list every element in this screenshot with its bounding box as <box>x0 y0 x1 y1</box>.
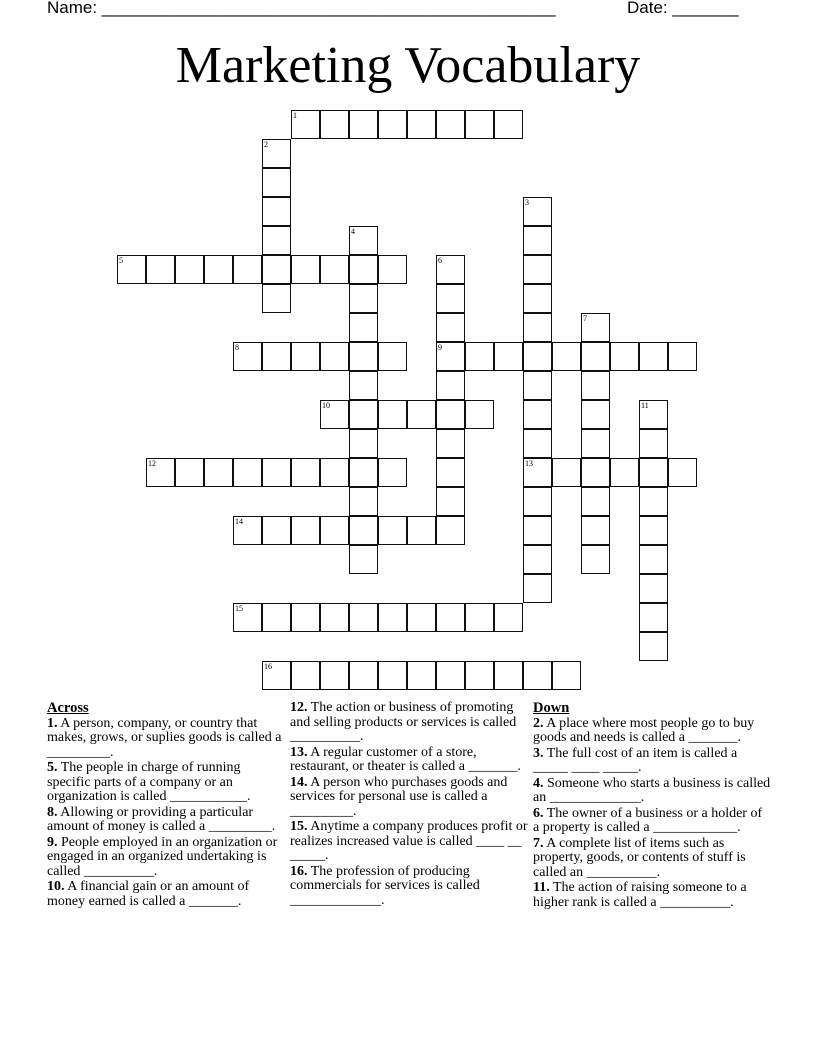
name-field-label: Name: ________________________________________________ <box>47 0 556 17</box>
clue-text: Anytime a company produces profit or realizes increased value is called ____ __ _____. <box>290 819 528 863</box>
crossword-cell[interactable] <box>349 226 378 255</box>
crossword-cell[interactable] <box>320 342 349 371</box>
date-field-label: Date: _______ <box>627 0 739 17</box>
clue-number: 16. <box>290 863 308 879</box>
crossword-cell[interactable] <box>610 458 639 487</box>
crossword-cell[interactable] <box>233 516 262 545</box>
clue-number: 7. <box>533 835 544 851</box>
crossword-cell[interactable] <box>262 603 291 632</box>
crossword-cell[interactable] <box>320 400 349 429</box>
crossword-cell[interactable] <box>436 371 465 400</box>
crossword-cell[interactable] <box>407 110 436 139</box>
clue-number-label: 10 <box>322 401 330 410</box>
crossword-cell[interactable] <box>494 661 523 690</box>
crossword-cell[interactable] <box>436 487 465 516</box>
clue-number-label: 7 <box>583 314 587 323</box>
crossword-cell[interactable] <box>436 400 465 429</box>
crossword-cell[interactable] <box>436 284 465 313</box>
clue-number-label: 1 <box>293 111 297 120</box>
crossword-cell[interactable] <box>407 603 436 632</box>
crossword-cell[interactable] <box>523 226 552 255</box>
crossword-cell[interactable] <box>291 255 320 284</box>
crossword-cell[interactable] <box>581 371 610 400</box>
crossword-cell[interactable] <box>291 110 320 139</box>
crossword-cell[interactable] <box>465 400 494 429</box>
crossword-cell[interactable] <box>320 110 349 139</box>
crossword-cell[interactable] <box>639 487 668 516</box>
crossword-cell[interactable] <box>262 255 291 284</box>
crossword-cell[interactable] <box>146 458 175 487</box>
crossword-cell[interactable] <box>523 400 552 429</box>
crossword-cell[interactable] <box>436 313 465 342</box>
crossword-cell[interactable] <box>523 574 552 603</box>
clue-text: Someone who starts a business is called an _____________. <box>533 775 771 805</box>
crossword-cell[interactable] <box>436 661 465 690</box>
clue-number-label: 11 <box>641 401 649 410</box>
clue-number-label: 12 <box>148 459 156 468</box>
crossword-cell[interactable] <box>494 603 523 632</box>
crossword-cell[interactable] <box>523 284 552 313</box>
crossword-cell[interactable] <box>349 516 378 545</box>
clue-number: 4. <box>533 775 544 791</box>
crossword-cell[interactable] <box>262 197 291 226</box>
crossword-cell[interactable] <box>349 110 378 139</box>
clue-text: The profession of producing commercials for services is called _____________. <box>290 863 480 908</box>
down-heading: Down <box>533 700 570 716</box>
page-title: Marketing Vocabulary <box>175 37 641 94</box>
clue-number: 9. <box>47 834 58 850</box>
crossword-cell[interactable] <box>262 168 291 197</box>
crossword-cell[interactable] <box>436 342 465 371</box>
clue-number: 2. <box>533 715 544 731</box>
crossword-cell[interactable] <box>378 603 407 632</box>
crossword-cell[interactable] <box>233 603 262 632</box>
crossword-cell[interactable] <box>291 661 320 690</box>
crossword-cell[interactable] <box>407 661 436 690</box>
crossword-cell[interactable] <box>262 516 291 545</box>
down-clue <box>533 747 771 776</box>
crossword-cell[interactable] <box>407 400 436 429</box>
crossword-cell[interactable] <box>378 110 407 139</box>
crossword-cell[interactable] <box>465 342 494 371</box>
crossword-cell[interactable] <box>523 371 552 400</box>
clue-text: A person who purchases goods and services for personal use is called a _________. <box>290 774 508 819</box>
clue-text: The action of raising someone to a higher rank is called a __________. <box>533 880 747 910</box>
crossword-cell[interactable] <box>204 458 233 487</box>
crossword-cell[interactable] <box>639 429 668 458</box>
crossword-cell[interactable] <box>436 458 465 487</box>
clue-number: 13. <box>290 744 308 760</box>
crossword-cell[interactable] <box>262 342 291 371</box>
crossword-cell[interactable] <box>610 342 639 371</box>
crossword-cell[interactable] <box>349 255 378 284</box>
crossword-cell[interactable] <box>523 516 552 545</box>
crossword-cell[interactable] <box>523 545 552 574</box>
crossword-cell[interactable] <box>175 458 204 487</box>
clue-number: 3. <box>533 745 544 761</box>
down-clue <box>533 837 771 881</box>
crossword-cell[interactable] <box>349 458 378 487</box>
crossword-cell[interactable] <box>639 545 668 574</box>
across-clue <box>47 761 285 805</box>
crossword-cell[interactable] <box>436 110 465 139</box>
crossword-cell[interactable] <box>233 255 262 284</box>
clue-text: Allowing or providing a particular amount of money is called a _________. <box>47 804 276 834</box>
crossword-cell[interactable] <box>320 661 349 690</box>
crossword-cell[interactable] <box>349 487 378 516</box>
crossword-cell[interactable] <box>581 487 610 516</box>
crossword-cell[interactable] <box>233 458 262 487</box>
crossword-cell[interactable] <box>581 400 610 429</box>
clue-number: 8. <box>47 804 58 820</box>
crossword-cell[interactable] <box>552 342 581 371</box>
crossword-cell[interactable] <box>291 458 320 487</box>
clue-text: A place where most people go to buy goods and needs is called a _______. <box>533 715 755 745</box>
across-clue <box>290 746 528 775</box>
crossword-cell[interactable] <box>117 255 146 284</box>
clue-text: The full cost of an item is called a _____ ____ _____. <box>533 745 738 775</box>
crossword-cell[interactable] <box>262 661 291 690</box>
crossword-cell[interactable] <box>320 458 349 487</box>
crossword-cell[interactable] <box>581 516 610 545</box>
clue-number-label: 13 <box>525 459 533 468</box>
crossword-cell[interactable] <box>146 255 175 284</box>
across-clue <box>290 776 528 820</box>
crossword-cell[interactable] <box>378 342 407 371</box>
clue-text: A person, company, or country that makes, grows, or suplies goods is called a _________. <box>47 715 282 760</box>
down-clue <box>533 881 771 910</box>
crossword-cell[interactable] <box>581 342 610 371</box>
crossword-cell[interactable] <box>639 400 668 429</box>
crossword-cell[interactable] <box>291 516 320 545</box>
crossword-cell[interactable] <box>552 661 581 690</box>
crossword-cell[interactable] <box>523 458 552 487</box>
clue-number: 1. <box>47 715 58 731</box>
crossword-cell[interactable] <box>349 429 378 458</box>
across-clue <box>47 836 285 880</box>
crossword-cell[interactable] <box>378 516 407 545</box>
across-clue <box>47 806 285 835</box>
crossword-cell[interactable] <box>349 400 378 429</box>
clue-number-label: 5 <box>119 256 123 265</box>
down-clue <box>533 717 771 746</box>
clue-number-label: 8 <box>235 343 239 352</box>
clue-text: People employed in an organization or engaged in an organized undertaking is called __________. <box>47 834 278 879</box>
clue-number-label: 15 <box>235 604 243 613</box>
crossword-cell[interactable] <box>349 545 378 574</box>
across-clue <box>47 717 285 761</box>
down-clues-column <box>533 701 771 911</box>
clue-number: 14. <box>290 774 308 790</box>
across-clue <box>290 820 528 864</box>
crossword-cell[interactable] <box>436 429 465 458</box>
crossword-cell[interactable] <box>523 313 552 342</box>
clue-number: 10. <box>47 879 65 894</box>
crossword-cell[interactable] <box>378 661 407 690</box>
clue-number-label: 9 <box>438 343 442 352</box>
clue-number: 11. <box>533 880 550 895</box>
crossword-cell[interactable] <box>349 371 378 400</box>
crossword-cell[interactable] <box>668 458 697 487</box>
clue-number-label: 3 <box>525 198 529 207</box>
crossword-cell[interactable] <box>262 226 291 255</box>
crossword-cell[interactable] <box>291 603 320 632</box>
crossword-cell[interactable] <box>639 342 668 371</box>
clue-text: The action or business of promoting and selling products or services is called __________. <box>290 700 517 744</box>
crossword-cell[interactable] <box>639 574 668 603</box>
crossword-cell[interactable] <box>523 661 552 690</box>
crossword-cell[interactable] <box>349 342 378 371</box>
across-clues-column-2 <box>290 701 528 909</box>
clue-number: 5. <box>47 760 58 775</box>
clue-text: The people in charge of running specific parts of a company or an organization is called ___________. <box>47 760 251 804</box>
clue-text: A financial gain or an amount of money earned is called a _______. <box>47 879 250 909</box>
crossword-cell[interactable] <box>523 487 552 516</box>
clue-number-label: 14 <box>235 517 243 526</box>
crossword-cell[interactable] <box>436 516 465 545</box>
crossword-cell[interactable] <box>639 458 668 487</box>
crossword-cell[interactable] <box>668 342 697 371</box>
crossword-cell[interactable] <box>523 429 552 458</box>
crossword-cell[interactable] <box>349 284 378 313</box>
crossword-cell[interactable] <box>349 313 378 342</box>
crossword-cell[interactable] <box>378 255 407 284</box>
clue-number: 12. <box>290 700 308 715</box>
crossword-cell[interactable] <box>552 458 581 487</box>
clue-number-label: 6 <box>438 256 442 265</box>
crossword-cell[interactable] <box>523 342 552 371</box>
clue-number-label: 2 <box>264 140 268 149</box>
crossword-cell[interactable] <box>465 110 494 139</box>
crossword-cell[interactable] <box>320 603 349 632</box>
across-clue <box>290 865 528 909</box>
across-clue <box>47 880 285 909</box>
crossword-cell[interactable] <box>436 603 465 632</box>
crossword-cell[interactable] <box>639 603 668 632</box>
crossword-cell[interactable] <box>378 400 407 429</box>
crossword-cell[interactable] <box>523 255 552 284</box>
clue-number: 6. <box>533 805 544 821</box>
across-clue <box>290 701 528 745</box>
crossword-cell[interactable] <box>639 632 668 661</box>
crossword-cell[interactable] <box>262 284 291 313</box>
crossword-cell[interactable] <box>262 458 291 487</box>
crossword-cell[interactable] <box>291 342 320 371</box>
clue-text: The owner of a business or a holder of a property is called a ____________. <box>533 805 763 835</box>
crossword-cell[interactable] <box>320 255 349 284</box>
crossword-cell[interactable] <box>349 661 378 690</box>
clue-number-label: 16 <box>264 662 272 671</box>
crossword-cell[interactable] <box>581 545 610 574</box>
clue-number: 15. <box>290 819 308 834</box>
clue-text: A complete list of items such as property, goods, or contents of stuff is called an __________. <box>533 835 746 880</box>
crossword-cell[interactable] <box>436 255 465 284</box>
down-clue <box>533 777 771 806</box>
crossword-cell[interactable] <box>175 255 204 284</box>
crossword-cell[interactable] <box>465 661 494 690</box>
crossword-cell[interactable] <box>349 603 378 632</box>
crossword-cell[interactable] <box>262 139 291 168</box>
clue-number-label: 4 <box>351 227 355 236</box>
crossword-cell[interactable] <box>581 458 610 487</box>
crossword-cell[interactable] <box>204 255 233 284</box>
across-heading: Across <box>47 700 89 716</box>
crossword-cell[interactable] <box>523 197 552 226</box>
crossword-cell[interactable] <box>407 516 436 545</box>
across-clues-column-1 <box>47 701 285 910</box>
clue-text: A regular customer of a store, restaurant, or theater is called a _______. <box>290 744 521 774</box>
crossword-cell[interactable] <box>233 342 262 371</box>
crossword-cell[interactable] <box>581 313 610 342</box>
crossword-cell[interactable] <box>494 110 523 139</box>
crossword-cell[interactable] <box>378 458 407 487</box>
crossword-cell[interactable] <box>320 516 349 545</box>
crossword-cell[interactable] <box>639 516 668 545</box>
crossword-cell[interactable] <box>465 603 494 632</box>
crossword-cell[interactable] <box>581 429 610 458</box>
crossword-cell[interactable] <box>494 342 523 371</box>
down-clue <box>533 807 771 836</box>
